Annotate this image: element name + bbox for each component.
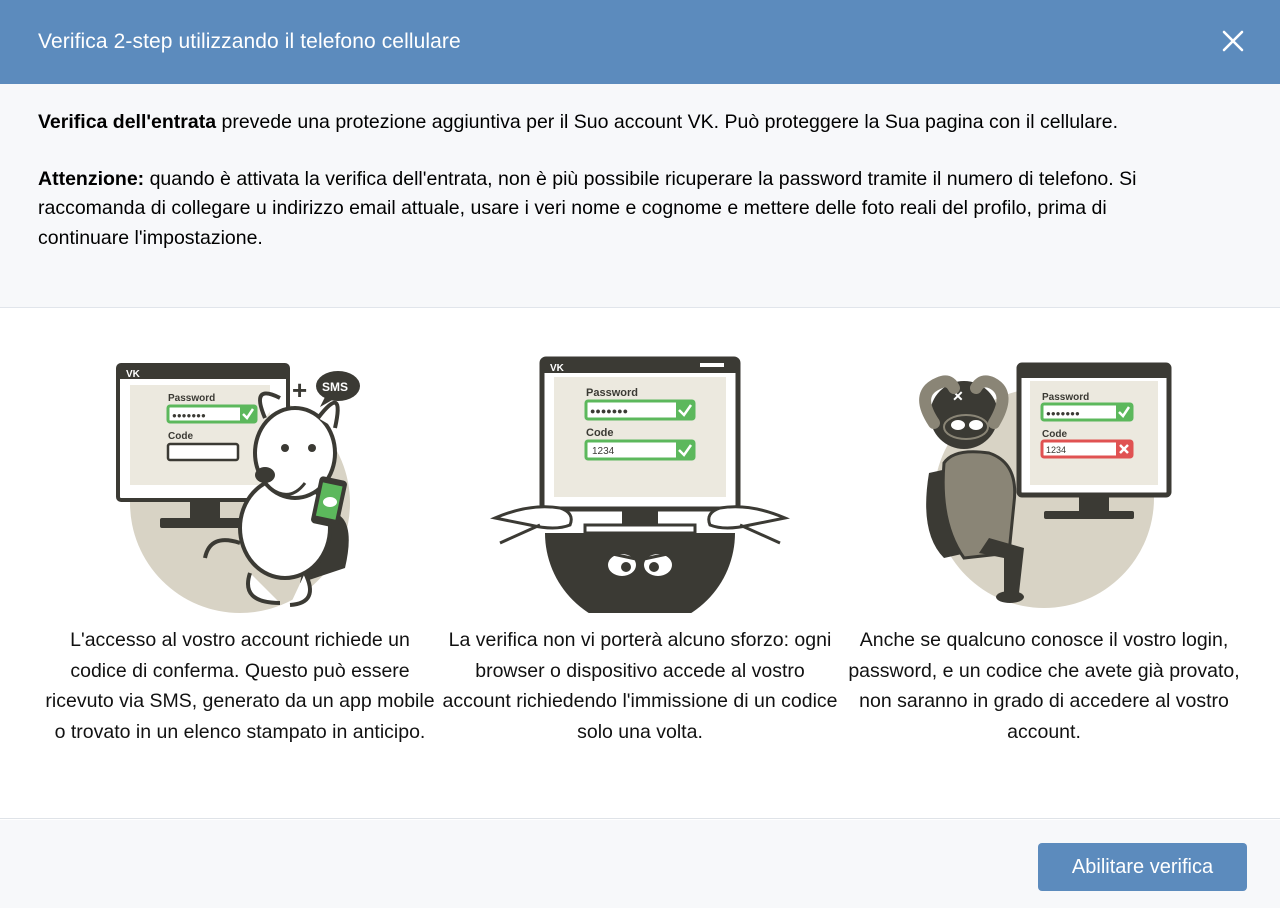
dialog-header [0, 0, 1280, 84]
code-label-2: Code [586, 427, 614, 439]
svg-text:✕: ✕ [952, 388, 964, 404]
dialog-footer [0, 820, 1280, 908]
close-icon[interactable] [1220, 28, 1246, 54]
code-value-3: 1234 [1046, 445, 1067, 455]
hacker-illustration [894, 353, 1194, 613]
plus-sign: + [292, 375, 308, 405]
password-mask-2: ●●●●●●● [590, 406, 629, 416]
feature-text-3: Anche se qualcuno conosce il vostro login, password, e un codice che avete già provato, non saranno in grado di accedere al vostro account. [848, 629, 1240, 743]
intro-bold-1: Verifica dell'entrata [38, 111, 217, 133]
intro-text-1: prevede una protezione aggiuntiva per il Suo account VK. Può proteggere la Sua pagina con il cellulare. [216, 111, 1118, 133]
intro-paragraph-1 [38, 108, 1200, 138]
enable-verification-button[interactable]: Abilitare verifica [1038, 843, 1247, 891]
password-mask: ●●●●●●● [172, 411, 206, 420]
code-label: Code [168, 431, 193, 442]
feature-text-1: L'accesso al vostro account richiede un codice di conferma. Questo può essere ricevuto via SMS, generato da un app mobile o trovato in un elenco stampato in anticipo. [45, 629, 435, 743]
monitor-hands-illustration [490, 353, 790, 613]
dialog-title: Verifica 2-step utilizzando il telefono cellulare [38, 30, 461, 53]
password-label-3: Password [1042, 392, 1090, 403]
password-label: Password [168, 393, 216, 404]
feature-text-2: La verifica non vi porterà alcuno sforzo: ogni browser o dispositivo accede al vostro account richiedendo l'immissione di un codice solo una volta. [442, 629, 838, 743]
intro-text-2: quando è attivata la verifica dell'entrata, non è più possibile ricuperare la password tramite il numero di telefono. Si raccomanda di collegare u indirizzo email attuale, usare i veri nome e cognome e mettere delle foto reali del profilo, prima di continuare l'impostazione. [38, 167, 1137, 249]
password-label-2: Password [586, 387, 638, 399]
code-value-2: 1234 [592, 446, 615, 457]
intro-bold-2: Attenzione: [38, 167, 145, 190]
svg-text:VK: VK [550, 363, 564, 374]
sms-label: SMS [322, 380, 349, 394]
password-mask-3: ●●●●●●● [1046, 409, 1080, 418]
dog-phone-illustration [90, 353, 390, 613]
svg-text:VK: VK [126, 369, 140, 380]
features-section [0, 309, 1280, 819]
intro-section [0, 84, 1280, 308]
intro-paragraph-2 [38, 165, 1200, 254]
code-label-3: Code [1042, 429, 1067, 440]
